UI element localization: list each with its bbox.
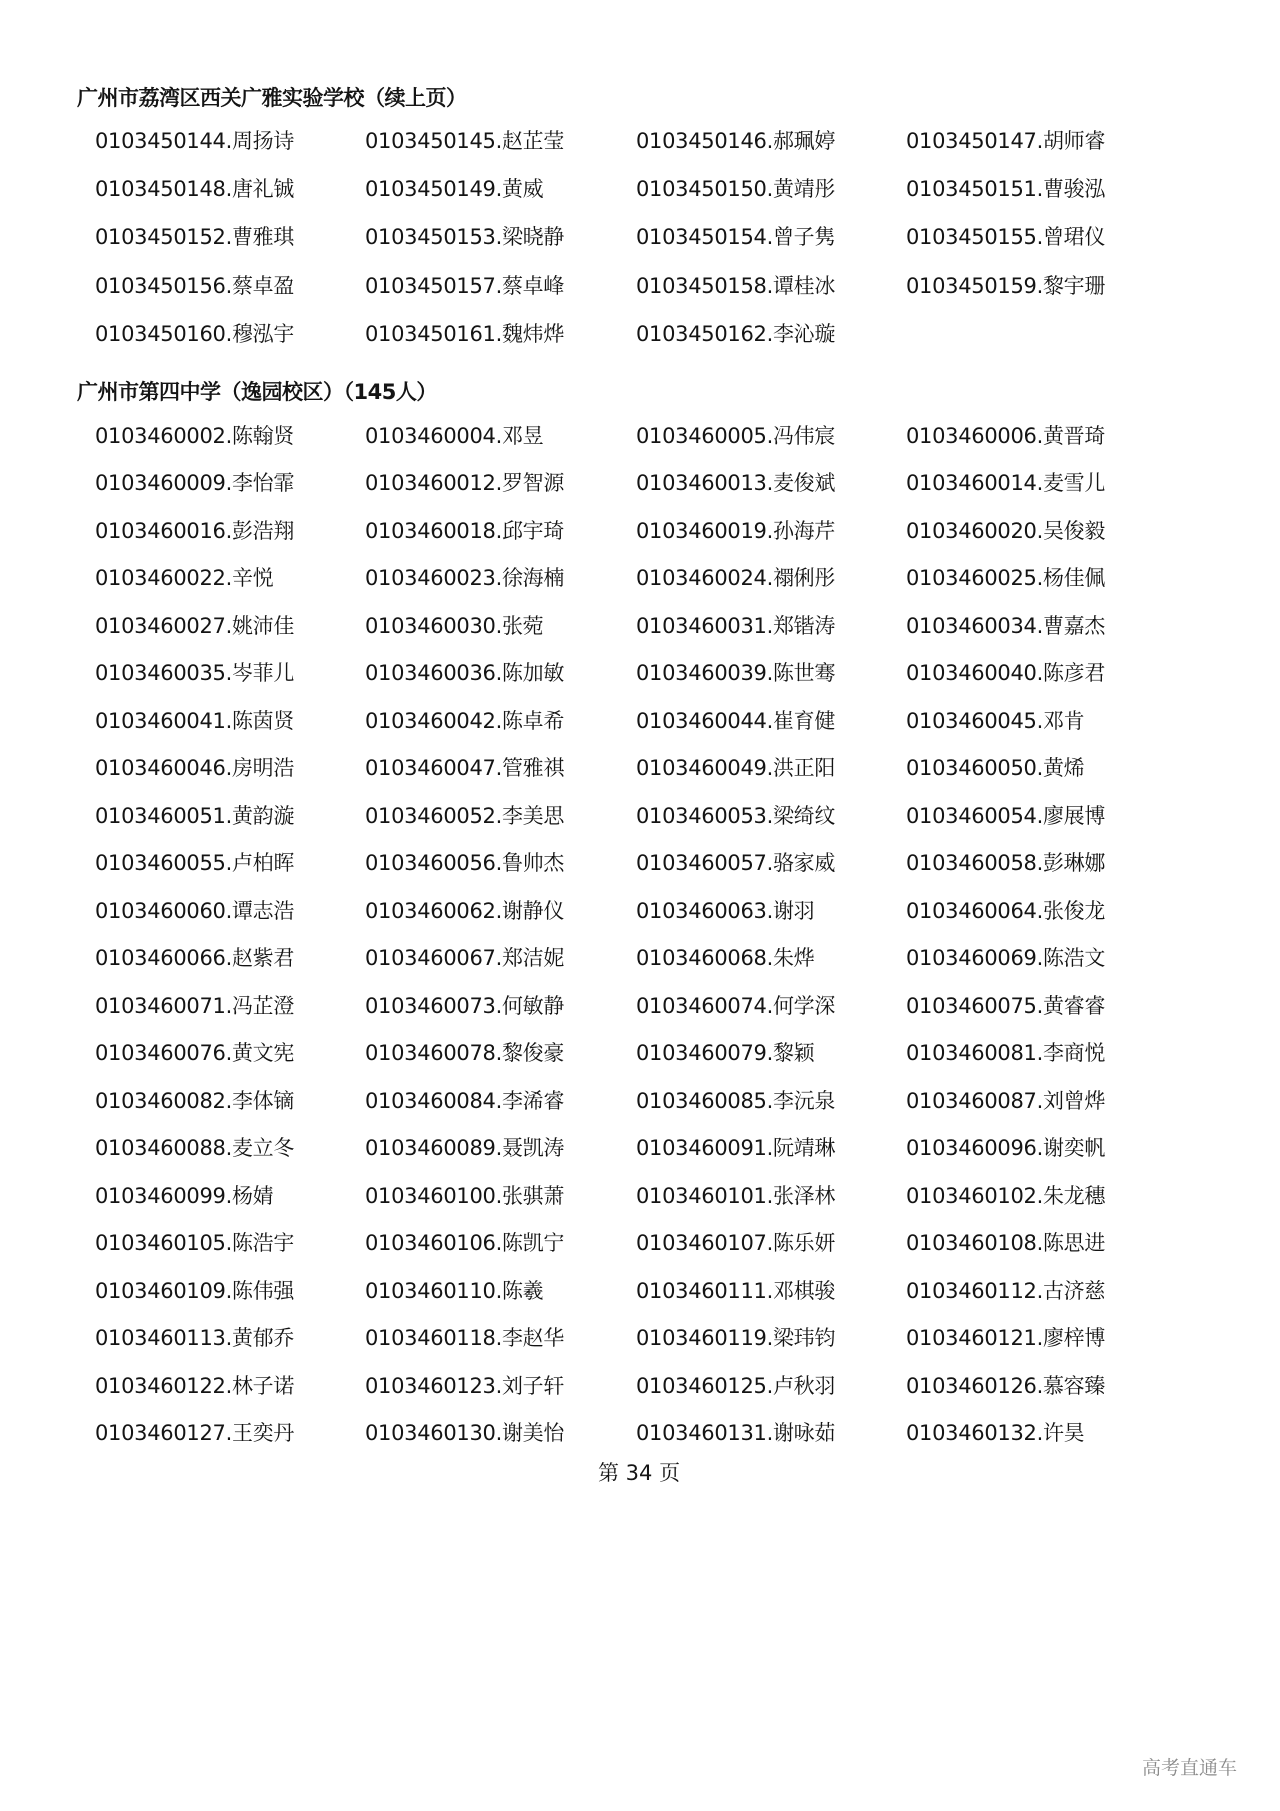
student-entry: 0103450156.蔡卓盈 [95,273,295,298]
student-entry: 0103450145.赵芷莹 [365,129,565,153]
section-title: 广州市第四中学（逸园校区）（145人） [77,380,437,404]
student-entry: 0103460118.李赵华 [365,1326,565,1351]
student-entry: 0103460131.谢咏茹 [636,1421,836,1446]
student-row [0,1276,1280,1306]
student-entry: 0103460056.鲁帅杰 [365,851,565,876]
student-entry: 0103460018.邱宇琦 [365,518,565,543]
student-entry: 0103460088.麦立冬 [95,1136,295,1161]
student-row [0,1323,1280,1353]
student-entry: 0103460050.黄烯 [906,756,1085,781]
student-entry: 0103460044.崔育健 [636,708,836,733]
student-entry: 0103460055.卢柏晖 [95,851,295,876]
student-entry: 0103450154.曾子隽 [636,225,836,250]
student-row [0,896,1280,926]
student-entry: 0103460111.邓棋骏 [636,1278,836,1303]
student-entry: 0103460042.陈卓希 [365,708,565,733]
student-entry: 0103460106.陈凯宁 [365,1231,565,1256]
student-row [0,126,1280,156]
student-entry: 0103450144.周扬诗 [95,129,295,153]
student-entry: 0103460053.梁绮纹 [636,803,836,828]
student-entry: 0103460075.黄睿睿 [906,993,1106,1018]
student-entry: 0103460123.刘子轩 [365,1373,565,1398]
student-row [0,319,1280,349]
student-entry: 0103450153.梁晓静 [365,225,565,250]
student-entry: 0103460105.陈浩宇 [95,1231,295,1256]
student-entry: 0103460045.邓肯 [906,708,1085,733]
student-entry: 0103460058.彭琳娜 [906,851,1106,876]
student-entry: 0103460039.陈世骞 [636,661,836,686]
student-entry: 0103460063.谢羽 [636,898,815,923]
student-entry: 0103450161.魏炜烨 [365,321,565,346]
student-entry: 0103460052.李美思 [365,803,565,828]
student-row [0,1371,1280,1401]
student-entry: 0103460041.陈茵贤 [95,708,295,733]
student-entry: 0103460030.张菀 [365,613,544,638]
student-entry: 0103460013.麦俊斌 [636,471,836,496]
student-entry: 0103460006.黄晋琦 [906,424,1106,448]
student-entry: 0103460073.何敏静 [365,993,565,1018]
student-entry: 0103450151.曹骏泓 [906,177,1106,202]
student-entry: 0103450158.谭桂冰 [636,273,836,298]
student-entry: 0103460110.陈羲 [365,1278,544,1303]
student-entry: 0103460127.王奕丹 [95,1421,295,1446]
page-number: 第 34 页 [598,1461,681,1485]
student-entry: 0103460102.朱龙穗 [906,1183,1106,1208]
student-entry: 0103460036.陈加敏 [365,661,565,686]
student-entry: 0103460108.陈思进 [906,1231,1106,1256]
student-entry: 0103450146.郝珮婷 [636,129,836,153]
student-entry: 0103450149.黄威 [365,177,544,202]
student-entry: 0103460100.张骐萧 [365,1183,565,1208]
student-entry: 0103460074.何学深 [636,993,836,1018]
student-entry: 0103460087.刘曾烨 [906,1088,1106,1113]
student-entry: 0103460121.廖梓博 [906,1326,1106,1351]
student-entry: 0103460101.张泽林 [636,1183,836,1208]
student-row [0,706,1280,736]
student-row [0,658,1280,688]
student-entry: 0103460051.黄韵漩 [95,803,295,828]
student-entry: 0103460082.李体镝 [95,1088,295,1113]
student-entry: 0103460126.慕容臻 [906,1373,1106,1398]
student-row [0,611,1280,641]
student-entry: 0103460076.黄文宪 [95,1041,295,1066]
student-entry: 0103460113.黄郁乔 [95,1326,295,1351]
student-entry: 0103460085.李沅泉 [636,1088,836,1113]
student-entry: 0103460099.杨婧 [95,1183,274,1208]
student-row [0,1418,1280,1448]
student-entry: 0103460081.李商悦 [906,1041,1106,1066]
student-row [0,271,1280,301]
student-entry: 0103460022.辛悦 [95,566,274,591]
student-entry: 0103460016.彭浩翔 [95,518,295,543]
student-entry: 0103460091.阮靖琳 [636,1136,836,1161]
student-entry: 0103460096.谢奕帆 [906,1136,1106,1161]
student-entry: 0103460047.管雅祺 [365,756,565,781]
student-entry: 0103460012.罗智源 [365,471,565,496]
student-row [0,468,1280,498]
student-entry: 0103460057.骆家威 [636,851,836,876]
student-row [0,563,1280,593]
section-title: 广州市荔湾区西关广雅实验学校（续上页） [77,86,467,110]
student-entry: 0103460068.朱烨 [636,946,815,971]
student-entry: 0103460009.李怡霏 [95,471,295,496]
student-entry: 0103460066.赵紫君 [95,946,295,971]
student-entry: 0103450155.曾珺仪 [906,225,1106,250]
student-entry: 0103460067.郑洁妮 [365,946,565,971]
student-entry: 0103460089.聂凯涛 [365,1136,565,1161]
student-entry: 0103460040.陈彦君 [906,661,1106,686]
student-entry: 0103450150.黄靖彤 [636,177,836,202]
student-entry: 0103460035.岑菲儿 [95,661,295,686]
student-entry: 0103460031.郑锴涛 [636,613,836,638]
student-row [0,848,1280,878]
student-entry: 0103450157.蔡卓峰 [365,273,565,298]
student-entry: 0103460122.林子诺 [95,1373,295,1398]
student-row [0,753,1280,783]
student-entry: 0103460046.房明浩 [95,756,295,781]
student-entry: 0103450160.穆泓宇 [95,321,295,346]
student-entry: 0103460024.禤俐彤 [636,566,836,591]
student-entry: 0103460084.李浠睿 [365,1088,565,1113]
student-entry: 0103450148.唐礼铖 [95,177,295,202]
student-row [0,421,1280,451]
student-entry: 0103460078.黎俊豪 [365,1041,565,1066]
student-entry: 0103460004.邓昱 [365,424,544,448]
student-entry: 0103460034.曹嘉杰 [906,613,1106,638]
student-entry: 0103460014.麦雪儿 [906,471,1106,496]
student-entry: 0103460027.姚沛佳 [95,613,295,638]
student-entry: 0103460107.陈乐妍 [636,1231,836,1256]
student-entry: 0103460019.孙海芹 [636,518,836,543]
student-row [0,1228,1280,1258]
student-entry: 0103460125.卢秋羽 [636,1373,836,1398]
student-row [0,174,1280,204]
student-entry: 0103460020.吴俊毅 [906,518,1106,543]
student-entry: 0103460109.陈伟强 [95,1278,295,1303]
student-entry: 0103460023.徐海楠 [365,566,565,591]
student-row [0,1133,1280,1163]
student-entry: 0103450147.胡师睿 [906,129,1106,153]
student-entry: 0103460079.黎颖 [636,1041,815,1066]
student-entry: 0103460002.陈翰贤 [95,424,295,448]
student-entry: 0103450159.黎宇珊 [906,273,1106,298]
student-entry: 0103460054.廖展博 [906,803,1106,828]
student-row [0,943,1280,973]
student-row [0,1181,1280,1211]
student-entry: 0103460064.张俊龙 [906,898,1106,923]
student-row [0,1038,1280,1068]
student-row [0,222,1280,252]
student-entry: 0103460112.古济慈 [906,1278,1106,1303]
student-row [0,801,1280,831]
student-row [0,991,1280,1021]
student-entry: 0103460119.梁玮钧 [636,1326,836,1351]
student-entry: 0103460062.谢静仪 [365,898,565,923]
student-entry: 0103450162.李沁璇 [636,321,836,346]
student-entry: 0103460130.谢美怡 [365,1421,565,1446]
watermark: 高考直通车 [1142,1757,1238,1779]
student-entry: 0103460069.陈浩文 [906,946,1106,971]
student-entry: 0103460071.冯芷澄 [95,993,295,1018]
student-entry: 0103460025.杨佳佩 [906,566,1106,591]
student-entry: 0103460005.冯伟宸 [636,424,836,448]
student-entry: 0103460132.许昊 [906,1421,1085,1446]
student-entry: 0103450152.曹雅琪 [95,225,295,250]
student-entry: 0103460049.洪正阳 [636,756,836,781]
student-row [0,516,1280,546]
student-entry: 0103460060.谭志浩 [95,898,295,923]
student-row [0,1086,1280,1116]
